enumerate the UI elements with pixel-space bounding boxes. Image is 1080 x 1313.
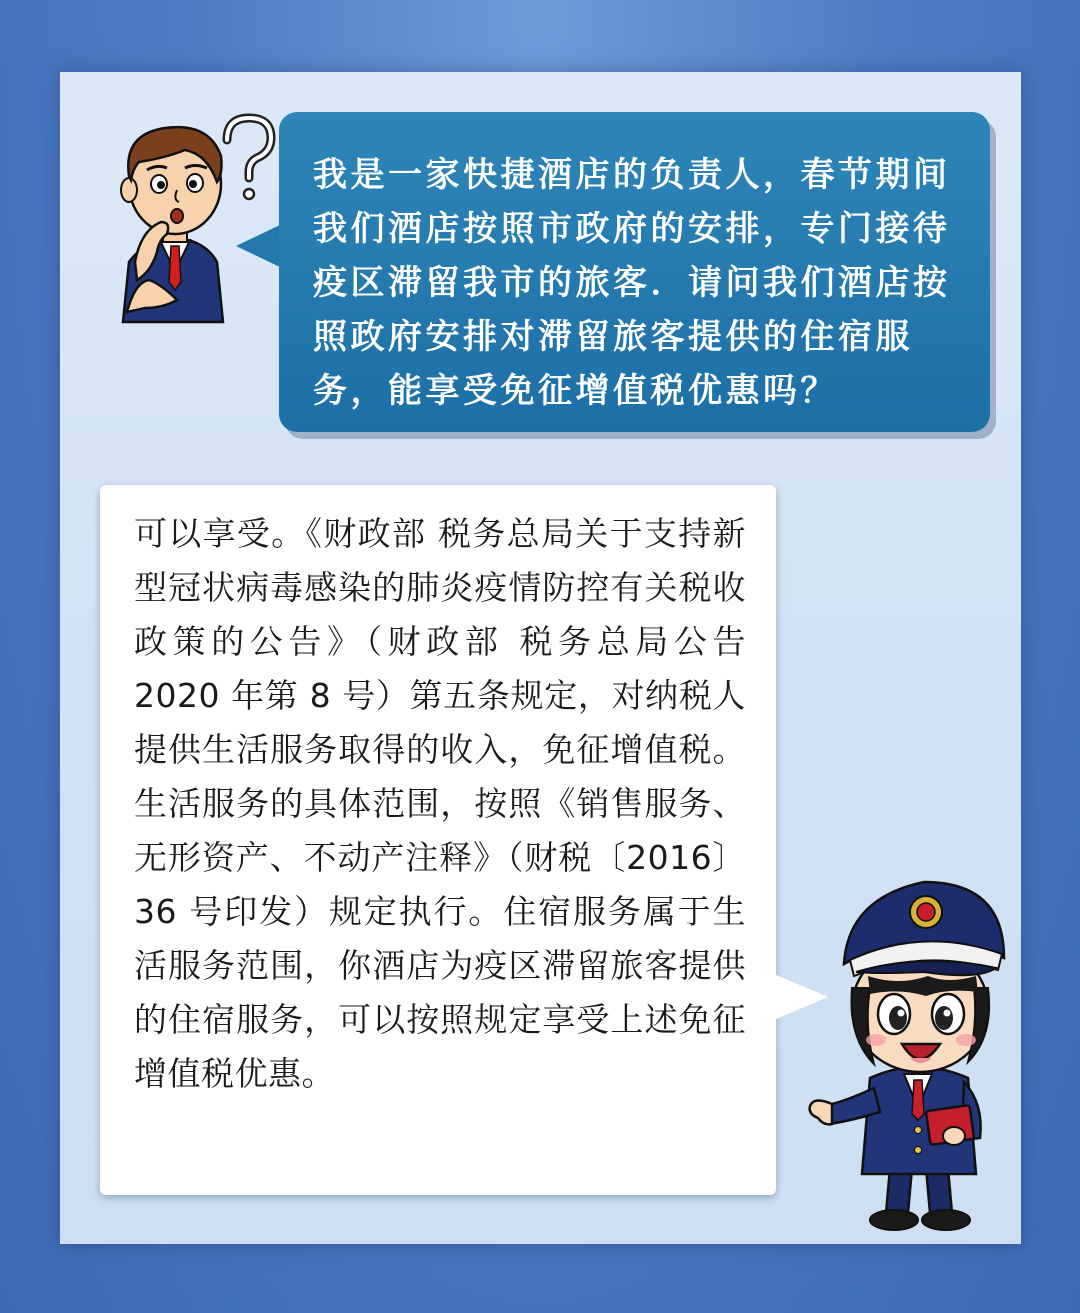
tax-officer-icon <box>808 868 1038 1238</box>
question-mark-icon <box>227 118 271 199</box>
answer-bubble <box>100 485 776 1195</box>
businessman-thinking-icon <box>105 112 275 322</box>
question-text: 我是一家快捷酒店的负责人，春节期间我们酒店按照市政府的安排，专门接待疫区滞留我市的旅客．请问我们酒店按照政府安排对滞留旅客提供的住宿服务，能享受免征增值税优惠吗？ <box>313 155 951 411</box>
question-bubble-tail <box>236 224 282 268</box>
question-bubble <box>279 112 990 432</box>
answer-text: 可以享受。《财政部 税务总局关于支持新型冠状病毒感染的肺炎疫情防控有关税收政策的公告》（财政部 税务总局公告 2020 年第 8 号）第五条规定，对纳税人提供生活服务取得的收入，免征增值税。生活服务的具体范围，按照《销售服务、无形资产、不动产注释》（财税〔2016〕36 号印发）规定执行。住宿服务属于生活服务范围，你酒店为疫区滞留旅客提供的住宿服务，可以按照规定享受上述免征增值税优惠。 <box>134 514 746 1093</box>
